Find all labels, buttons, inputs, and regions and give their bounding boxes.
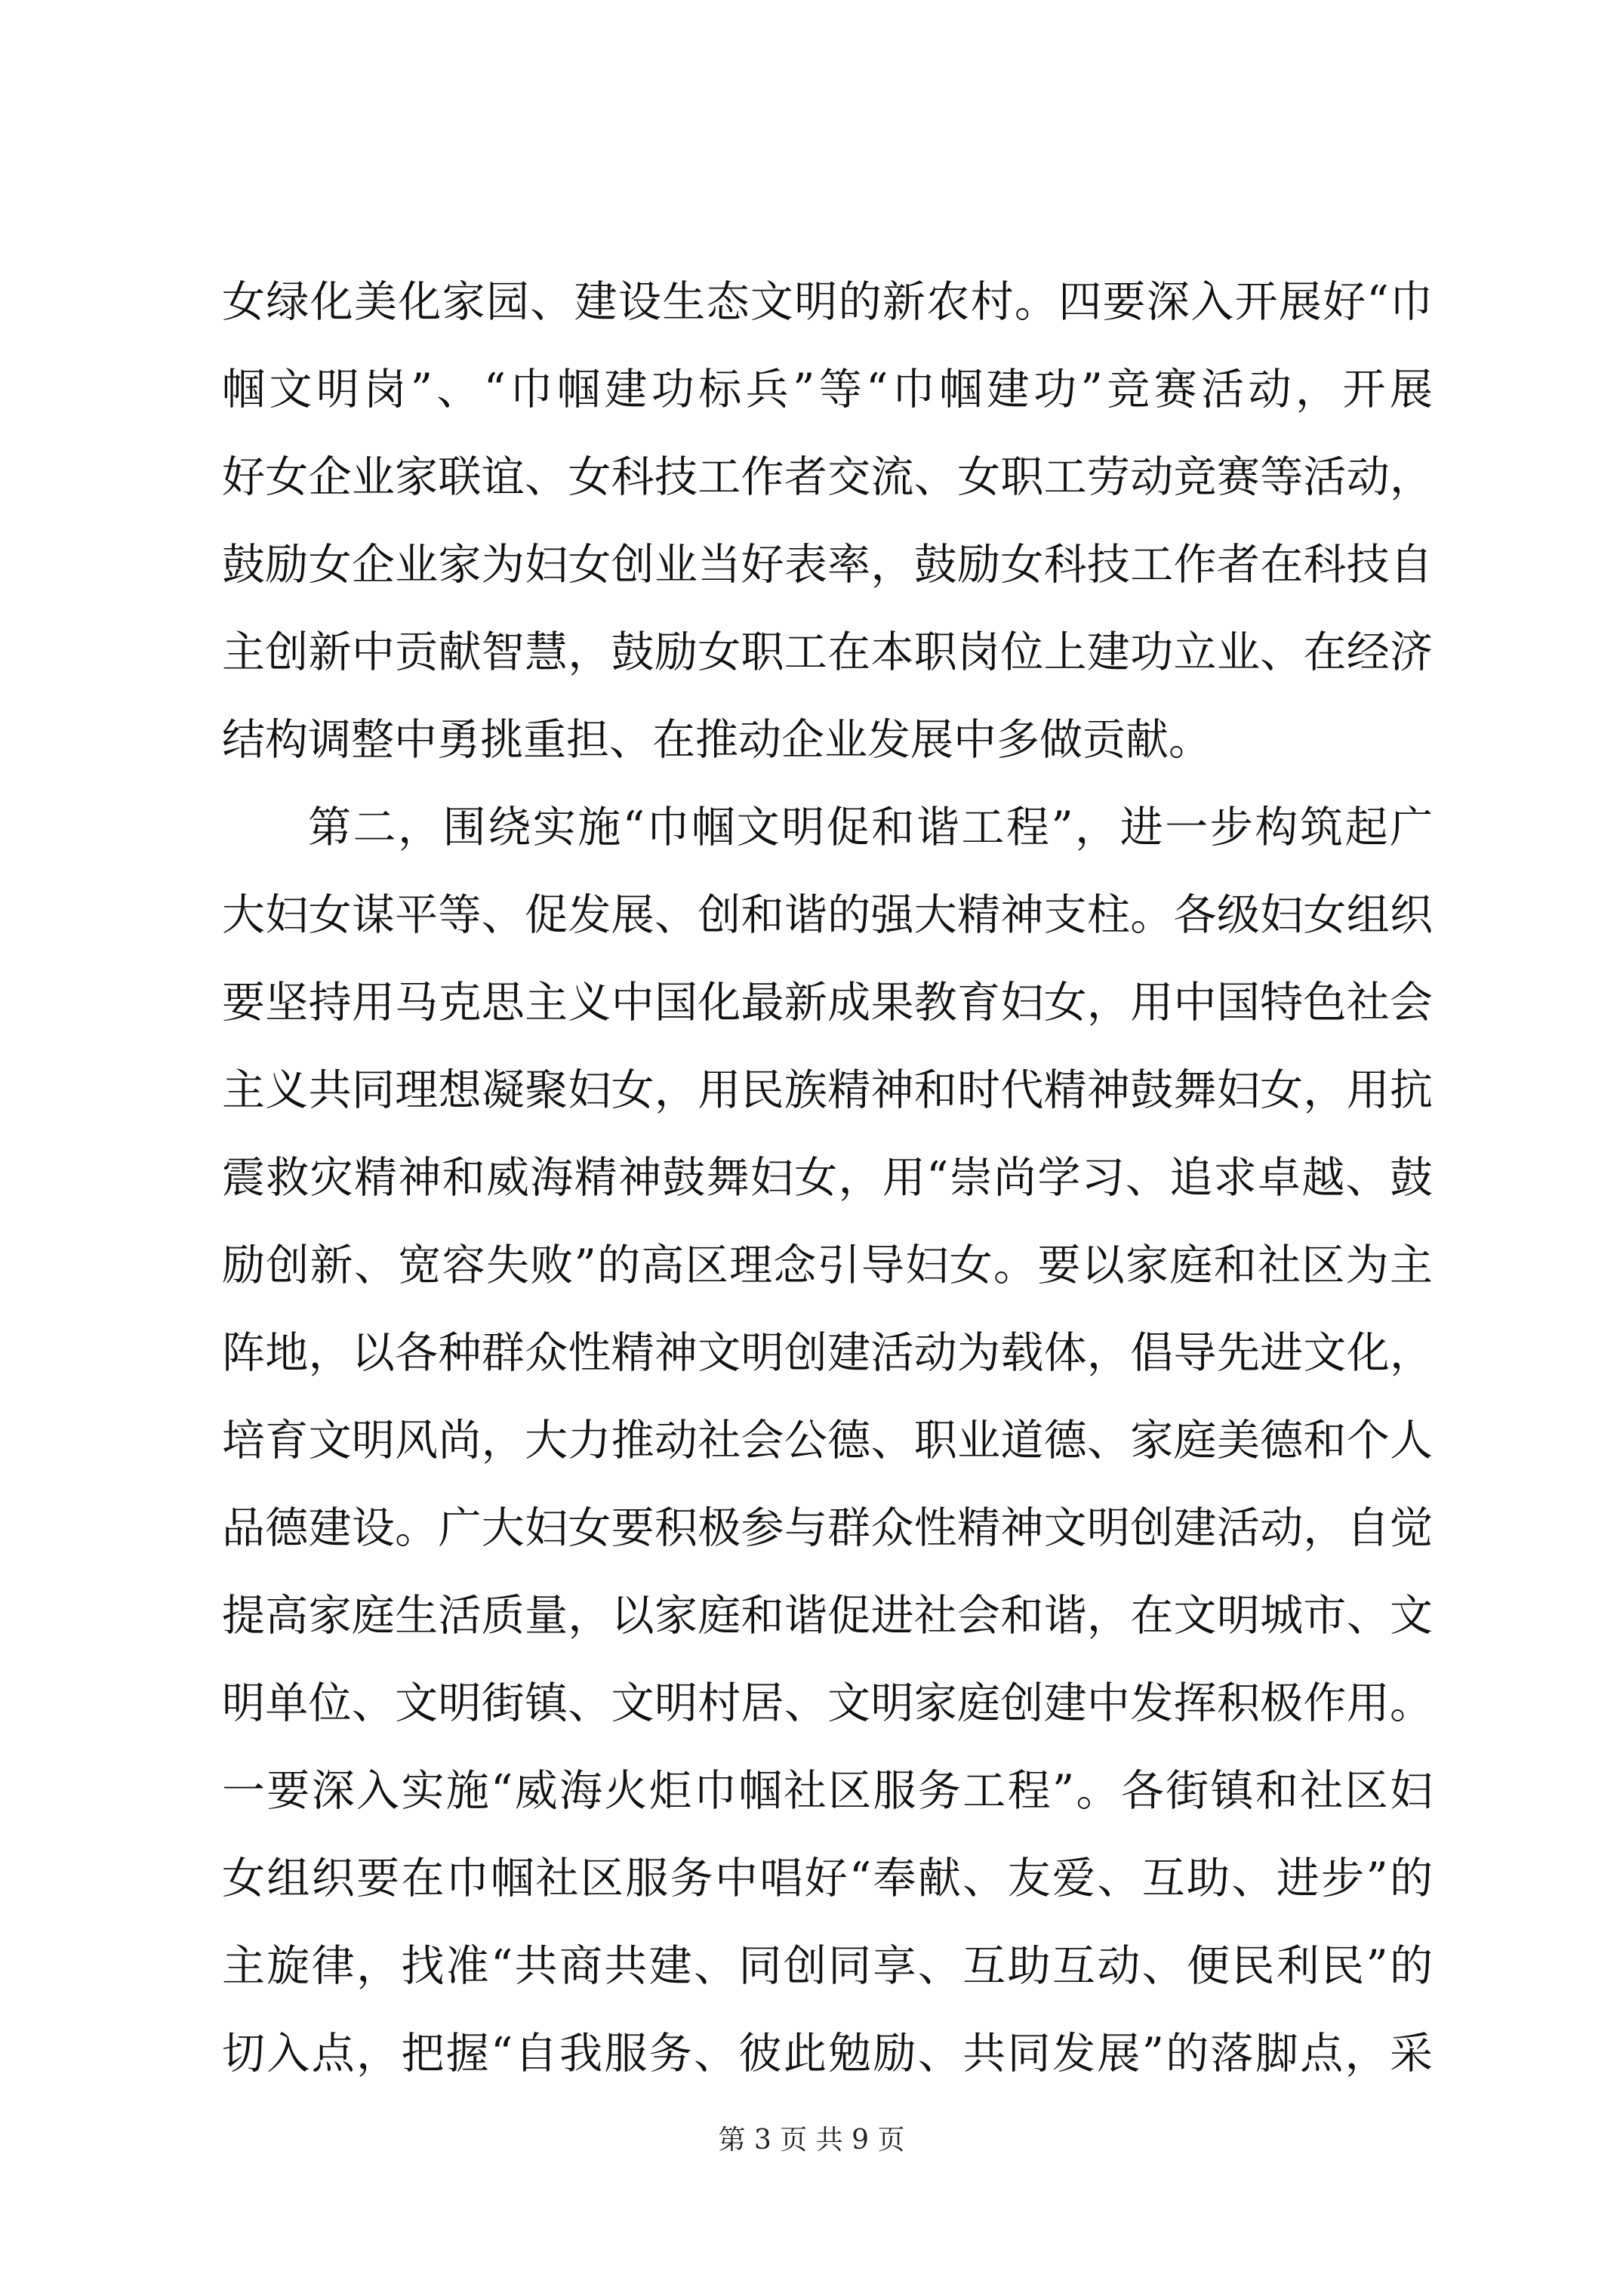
text-line: 培育文明风尚，大力推动社会公德、职业道德、家庭美德和个人: [222, 1416, 1433, 1465]
text-line: 结构调整中勇挑重担、在推动企业发展中多做贡献。: [222, 715, 1212, 765]
text-line: 好女企业家联谊、女科技工作者交流、女职工劳动竞赛等活动，: [222, 452, 1433, 502]
text-line: 明单位、文明街镇、文明村居、文明家庭创建中发挥积极作用。: [222, 1678, 1433, 1728]
paragraph-start-line: 第二，围绕实施“巾帼文明促和谐工程”，进一步构筑起广: [308, 803, 1433, 852]
text-line: 励创新、宽容失败”的高区理念引导妇女。要以家庭和社区为主: [222, 1240, 1433, 1290]
text-line: 品德建设。广大妇女要积极参与群众性精神文明创建活动，自觉: [222, 1503, 1433, 1553]
text-line: 主创新中贡献智慧，鼓励女职工在本职岗位上建功立业、在经济: [222, 627, 1433, 677]
body-text: [222, 258, 1433, 2097]
text-line: 大妇女谋平等、促发展、创和谐的强大精神支柱。各级妇女组织: [222, 890, 1433, 940]
text-line: 一要深入实施“威海火炬巾帼社区服务工程”。各街镇和社区妇: [222, 1766, 1433, 1816]
text-line: 鼓励女企业家为妇女创业当好表率，鼓励女科技工作者在科技自: [222, 540, 1433, 590]
text-line: 切入点，把握“自我服务、彼此勉励、共同发展”的落脚点，采: [222, 2029, 1433, 2079]
text-line: 要坚持用马克思主义中国化最新成果教育妇女，用中国特色社会: [222, 978, 1433, 1028]
text-line: 帼文明岗”、“巾帼建功标兵”等“巾帼建功”竞赛活动，开展: [222, 365, 1433, 415]
text-line: 女组织要在巾帼社区服务中唱好“奉献、友爱、互助、进步”的: [222, 1854, 1433, 1903]
text-line: 震救灾精神和威海精神鼓舞妇女，用“崇尚学习、追求卓越、鼓: [222, 1153, 1433, 1203]
text-line: 主义共同理想凝聚妇女，用民族精神和时代精神鼓舞妇女，用抗: [222, 1065, 1433, 1115]
page-number-footer: 第 3 页 共 9 页: [718, 2125, 905, 2156]
text-line: 提高家庭生活质量，以家庭和谐促进社会和谐，在文明城市、文: [222, 1591, 1433, 1641]
text-line: 主旋律，找准“共商共建、同创同享、互助互动、便民利民”的: [222, 1941, 1433, 1991]
text-line: 女绿化美化家园、建设生态文明的新农村。四要深入开展好“巾: [222, 277, 1433, 327]
text-line: 阵地，以各种群众性精神文明创建活动为载体，倡导先进文化，: [222, 1328, 1433, 1378]
